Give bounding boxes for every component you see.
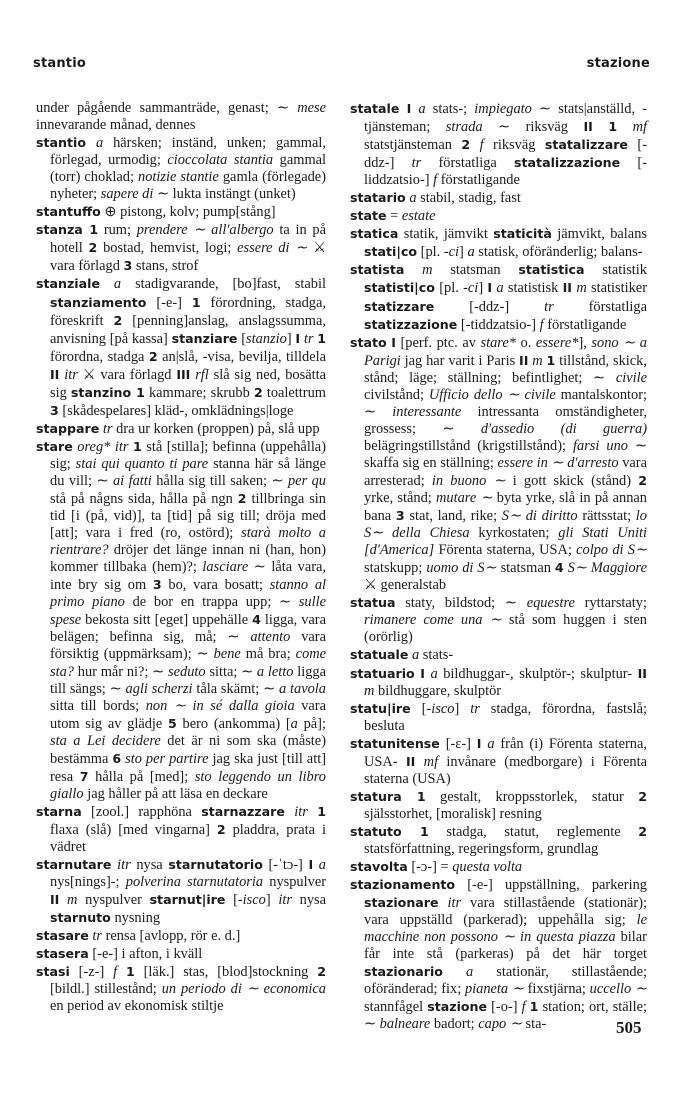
dictionary-entry: stantio a härsken; inständ, unken; gammal, förlegad, urmodig; cioccolata stantia gammal (torr) choklad; notizie stantie gamla (förlegade) nyheter; sapere di ∼ lukta instängt (unket) bbox=[36, 135, 327, 203]
dictionary-entry: statunitense [-ɛ-] I a från (i) Förenta staterna, USA- II mf invånare (medborgare) i Förenta staterna (USA) bbox=[350, 735, 647, 787]
dictionary-entry: stappare tr dra ur korken (proppen) på, slå upp bbox=[36, 420, 320, 437]
right-column bbox=[350, 100, 647, 1033]
dictionary-entry: stantuffo ⊕ pistong, kolv; pump[stång] bbox=[36, 204, 276, 221]
dictionary-entry: statua staty, bildstod; ∼ equestre ryttarstaty; rimanere come una ∼ stå som huggen i sten (orörlig) bbox=[350, 595, 647, 646]
dictionary-entry: stazionamento [-e-] uppställning, parkering stazionare itr vara stillastående (stationär); vara uppställd (parkerad); uppehålla sig; le macchine non possono ∼ in questa piazza bilar får inte stå (parkeras) på det här torget stazionario a stationär, stillastående; oföränderad; fix; pianeta ∼ fixstjärna; uccello ∼ stannfågel stazione [-o-] f 1 station; ort, ställe; ∼ balneare badort; capo ∼ sta- bbox=[350, 877, 647, 1033]
dictionary-entry: statu|ire [-isco] tr stadga, förordna, fastslå; besluta bbox=[350, 700, 648, 734]
dictionary-entry: stavolta [-ɔ-] = questa volta bbox=[350, 859, 523, 876]
dictionary-entry: statuale a stats- bbox=[350, 647, 454, 664]
dictionary-entry: statista m statsman statistica statistik statisti|co [pl. -ci] I a statistisk II m statistiker statizzare [-ddz-] tr förstatliga statizzazione [-tiddzatsio-] f förstatligande bbox=[350, 262, 648, 333]
dictionary-entry: under pågående sammanträde, genast; ∼ mese innevarande månad, dennes bbox=[36, 100, 326, 134]
dictionary-entry: statuario I a bildhuggar-, skulptör-; skulptur- II m bildhuggare, skulptör bbox=[350, 665, 647, 699]
dictionary-entry: stare oreg* itr 1 stå [stilla]; befinna (uppehålla) sig; stai qui quanto ti pare stanna här så länge du vill; ∼ ai fatti hålla sig till saken; ∼ per qu stå på någns sida, hålla på ngn 2 tillbringa sin tid [i (på, vid)], ta [tid] på sig till; dröja med [att]; vara i fred (ro, ostörd); starà molto a rientrare? dröjer det länge innan ni (han, hon) kommer tillbaka (hem)?; lasciare ∼ låta vara, inte bry sig om 3 bo, vara bosatt; stanno al primo piano de bor en trappa upp; ∼ sulle spese bekosta sitt [eget] uppehälle 4 ligga, vara belägen; befinna sig, må; ∼ attento vara försiktig (uppmärksam); ∼ bene må bra; come sta? hur mår ni?; ∼ seduto sitta; ∼ a letto ligga till sängs; ∼ agli scherzi tåla skämt; ∼ a tavola sitta till bords; non ∼ in sé dalla gioia vara utom sig av glädje 5 bero (ankomma) [a på]; sta a Lei decidere det är ni som ska (måste) bestämma 6 sto per partire jag ska just [till att] resa 7 hålla på [med]; sto leggendo un libro giallo jag håller på att läsa en deckare bbox=[36, 438, 327, 802]
dictionary-entry: statale I a stats-; impiegato ∼ stats|anställd, -tjänsteman; strada ∼ riksväg II 1 mf statstjänsteman 2 f riksväg statalizzare [-ddz-] tr förstatliga statalizzazione [-liddzatsio-] f förstatligande bbox=[350, 101, 647, 189]
dictionary-entry: stato I [perf. ptc. av stare* o. essere*], sono ∼ a Parigi jag har varit i Paris II m 1 tillstånd, skick, stånd; läge; ställning; befintlighet; ∼ civile civilstånd; Ufficio dello ∼ civile mantalskontor; ∼ interessante intressanta omständigheter, grossess; ∼ d'assedio (di guerra) belägringstillstånd (krigstillstånd); farsi uno ∼ skaffa sig en ställning; essere in ∼ d'arresto vara arresterad; in buono ∼ i gott skick (stånd) 2 yrke, stånd; mutare ∼ byta yrke, slå in på annan bana 3 stat, land, rike; S∼ di diritto rättsstat; lo S∼ della Chiesa kyrkostaten; gli Stati Uniti [d'America] Förenta staterna, USA; colpo di S∼ statskupp; uomo di S∼ statsman 4 S∼ Maggiore ⚔ generalstab bbox=[350, 334, 648, 594]
running-head-left: stantio bbox=[33, 56, 86, 71]
dictionary-entry: stanza 1 rum; prendere ∼ all'albergo ta in på hotell 2 bostad, hemvist, logi; essere di ∼ ⚔ vara förlagd 3 stans, strof bbox=[36, 222, 326, 275]
dictionary-entry: starna [zool.] rapphöna starnazzare itr 1 flaxa (slå) [med vingarna] 2 pladdra, prata i vädret bbox=[36, 803, 326, 855]
left-column bbox=[36, 100, 326, 1015]
dictionary-entry: stanziale a stadigvarande, [bo]fast, stabil stanziamento [-e-] 1 förordning, stadga, föreskrift 2 [penning]anslag, anslagssumma, anvisning [på kassa] stanziare [stanzio] I tr 1 förordna, stadga 2 an|slå, -visa, bevilja, tilldela II itr ⚔ vara förlagd III rfl slå sig ned, bosätta sig stanzino 1 kammare; skrubb 2 toalettrum 3 [skådespelares] kläd-, omklädnings|loge bbox=[36, 276, 327, 419]
dictionary-entry: starnutare itr nysa starnutatorio [-ˈtɔ-] I a nys[nings]-; polverina starnutatoria nyspulver II m nyspulver starnut|ire [-isco] itr nysa starnuto nysning bbox=[36, 857, 327, 927]
running-head-right: stazione bbox=[586, 56, 650, 71]
dictionary-entry: statica statik, jämvikt staticità jämvikt, balans stati|co [pl. -ci] a statisk, oföränderlig; balans- bbox=[350, 226, 647, 261]
page-number: 505 bbox=[616, 1018, 642, 1037]
dictionary-entry: statura 1 gestalt, kroppsstorlek, statur 2 själsstorhet, [moralisk] resning bbox=[350, 788, 647, 822]
dictionary-entry: state = estate bbox=[350, 208, 436, 225]
dictionary-entry: stasi [-z-] f 1 [läk.] stas, [blod]stockning 2 [bildl.] stillestånd; un periodo di ∼ economica en period av ekonomisk stiltje bbox=[36, 964, 326, 1015]
dictionary-entry: stasera [-e-] i afton, i kväll bbox=[36, 946, 203, 963]
dictionary-entry: statario a stabil, stadig, fast bbox=[350, 190, 521, 207]
dictionary-entry: statuto 1 stadga, statut, reglemente 2 statsförfattning, regeringsform, grundlag bbox=[350, 823, 647, 857]
dictionary-entry: stasare tr rensa [avlopp, rör e. d.] bbox=[36, 928, 241, 945]
